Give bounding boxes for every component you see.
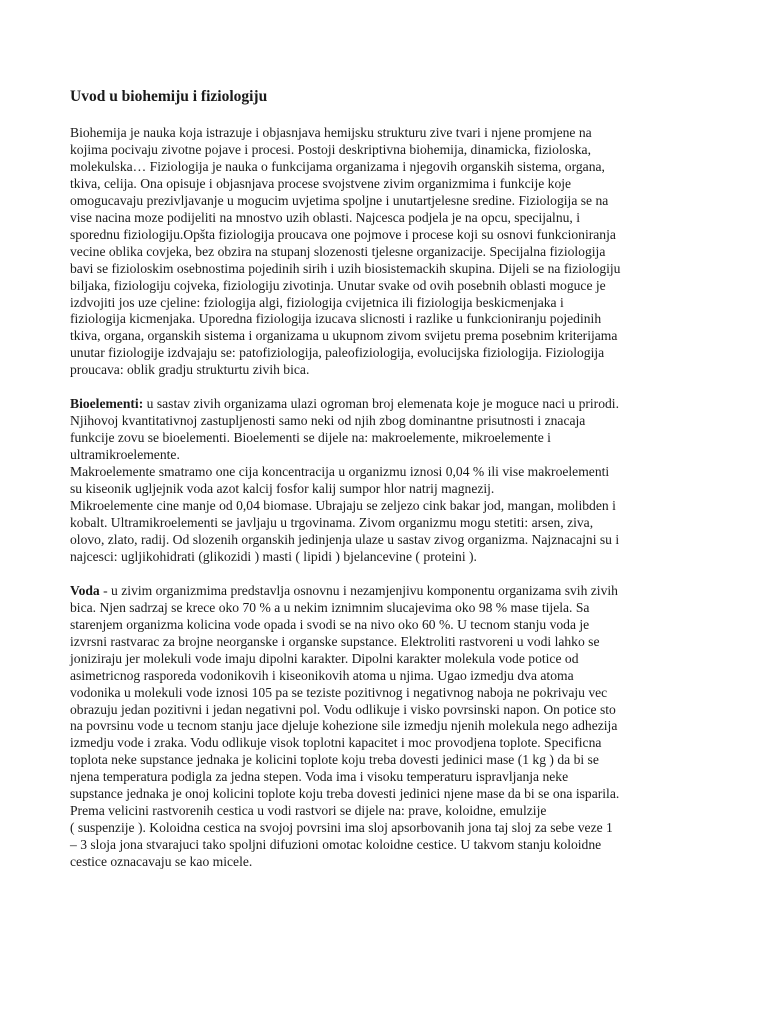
text-line: olovo, zlato, radij. Od slozenih organskih jedinjenja ulaze u sastav zivog organizma. Najznacajni su i xyxy=(70,531,620,547)
text-line: tkiva, celija. Ona opisuje i objasnjava procese svojstvene zivim organizmima i funkcije koje xyxy=(70,175,572,191)
text-line: toplota neke supstance jednaka je kolicini toplote koju treba dovesti jedinici mase (1 kg ) da bi se xyxy=(70,752,599,768)
text-line: vise nacina moze podijeliti na mnostvo uzih oblasti. Najcesca podjela je na opcu, specijalnu, i xyxy=(70,209,580,225)
bioelementi-lead-text: u sastav zivih organizama ulazi ogroman broj elemenata koje je moguce naci u prirodi. xyxy=(143,396,619,412)
text-line: vodonika u molekuli vode iznosi 105 pa se teziste pozitivnog i negativnog naboja ne pokrivaju vec xyxy=(70,684,608,700)
text-line: Biohemija je nauka koja istrazuje i objasnjava hemijsku strukturu zive tvari i njene promjene na xyxy=(70,125,592,140)
voda-body xyxy=(70,600,700,871)
text-line: ( suspenzije ). Koloidna cestica na svojoj povrsini ima sloj apsorbovanih jona taj sloj za sebe veze 1 xyxy=(70,820,613,836)
text-line: najcesci: ugljikohidrati (glikozidi ) masti ( lipidi ) bjelancevine ( proteini ). xyxy=(70,548,477,564)
text-line: biljaka, fiziologiju cojveka, fiziologiju zivotinja. Unutar svake od ovih posebnih oblasti moguce je xyxy=(70,277,606,293)
bioelementi-body xyxy=(70,413,700,566)
text-line: Mikroelemente cine manje od 0,04 biomase. Ubrajaju se zeljezo cink bakar jod, mangan, molibden i xyxy=(70,498,616,514)
voda-paragraph xyxy=(70,583,700,871)
voda-heading: Voda xyxy=(70,582,100,598)
document-title: Uvod u biohemiju i fiziologiju xyxy=(70,88,268,105)
voda-lead-text: - u zivim organizmima predstavlja osnovnu i nezamjenjivu komponentu organizama svih zivih xyxy=(99,582,618,598)
text-line: izmedju vode i zraka. Vodu odlikuje visok toplotni kapacitet i moc provodjena toplote. Specificna xyxy=(70,735,602,751)
text-line: kobalt. Ultramikroelementi se javljaju u trgovinama. Zivom organizmu mogu stetiti: arsen, ziva, xyxy=(70,514,594,530)
text-line: izvrsni rastvarac za brojne neorganske i organske supstance. Elektroliti rastvoreni u vodi lahko se xyxy=(70,633,600,649)
text-line: Prema velicini rastvorenih cestica u vodi rastvori se dijele na: prave, koloidne, emulzije xyxy=(70,803,547,819)
document-page xyxy=(70,88,700,888)
text-line: unutar fiziologije izdvajaju se: patofiziologija, paleofiziologija, evolucijska fiziologija. Fiziologija xyxy=(70,345,605,361)
text-line: bavi se fizioloskim osebnostima pojedinih sirih i uzih biosistemackih skupina. Dijeli se na fiziologiju xyxy=(70,260,621,276)
bioelementi-paragraph xyxy=(70,396,700,566)
text-line: proucava: oblik gradju strukturtu zivih bica. xyxy=(70,362,310,378)
text-line: Makroelemente smatramo one cija koncentracija u organizmu iznosi 0,04 % ili vise makroelementi xyxy=(70,464,610,480)
text-line: bica. Njen sadrzaj se krece oko 70 % a u nekim iznimnim slucajevima oko 98 % mase tijela. Sa xyxy=(70,599,590,615)
text-line: omogucavaju prezivljavanje u mogucim uvjetima spoljne i unutartjelesne sredine. Fiziologija se na xyxy=(70,192,609,208)
text-line: su kiseonik ugljejnik voda azot kalcij fosfor kalij sumpor hlor natrij magnezij. xyxy=(70,481,495,497)
text-line: molekulska… Fiziologija je nauka o funkcijama organizama i njegovih organskih sistema, organa, xyxy=(70,158,605,174)
text-line: starenjem organizma kolicina vode opada i svodi se na nivo oko 60 %. U tecnom stanju voda je xyxy=(70,616,590,632)
text-line: asimetricnog rasporeda vodonikovih i kiseonikovih atoma u njima. Ugao izmedju dva atoma xyxy=(70,667,574,683)
text-line: njena temperatura podigla za jedna stepen. Voda ima i visoku temperaturu ispravljanja neke xyxy=(70,769,569,785)
text-line: Njihovoj kvantitativnoj zastupljenosti samo neki od njih zbog dominantne prisutnosti i znacaja xyxy=(70,413,586,429)
voda-first-line xyxy=(70,583,700,600)
bioelementi-heading: Bioelementi: xyxy=(70,396,144,412)
bioelementi-first-line xyxy=(70,396,700,413)
text-line: na povrsinu vode u tecnom stanju jace djeluje kohezione sile izmedju njenih molekula nego adhezija xyxy=(70,718,618,734)
text-line: funkcije zovu se bioelementi. Bioelementi se dijele na: makroelemente, mikroelemente i xyxy=(70,430,551,446)
text-line: vecine oblika covjeka, bez obzira na stupanj slozenosti tjelesne organizacije. Specijalna fiziologija xyxy=(70,243,606,259)
text-line: kojima pocivaju zivotne pojave i procesi. Postoji deskriptivna biohemija, dinamicka, fizioloska, xyxy=(70,141,591,157)
text-line: izdvojiti jos uze cjeline: fziologija algi, fiziologija cvijetnica ili fiziologija beskicmenjaka i xyxy=(70,294,564,310)
text-line: joniziraju jer molekuli vode imaju dipolni karakter. Dipolni karakter molekula vode potice od xyxy=(70,650,579,666)
text-line: tkiva, organa, organskih sistema i organizama u ukupnom zivom svijetu prema posebnim kriterijama xyxy=(70,328,618,344)
text-line: ultramikroelemente. xyxy=(70,447,180,463)
text-line: supstance jednaka je onoj kolicini toplote koju treba dovesti jedinici njene mase da bi se ona isparila. xyxy=(70,786,620,802)
text-line: cestice oznacavaju se kao micele. xyxy=(70,854,253,870)
text-line: fiziologija kicmenjaka. Uporedna fiziologija izucava slicnosti i razlike u funkcioniranju pojedinih xyxy=(70,311,602,327)
text-line: sporednu fiziologiju.Opšta fiziologija proucava one pojmove i procese koji su osnovi funkcioniranja xyxy=(70,226,616,242)
text-line: obrazuju jedan pozitivni i jedan negativni pol. Vodu odlikuje i visko povrsinski napon. On potice sto xyxy=(70,701,616,717)
intro-paragraph xyxy=(70,125,700,379)
text-line: – 3 sloja jona stvarajuci tako spoljni difuzioni omotac koloidne cestice. U takvom stanju koloidne xyxy=(70,837,602,853)
